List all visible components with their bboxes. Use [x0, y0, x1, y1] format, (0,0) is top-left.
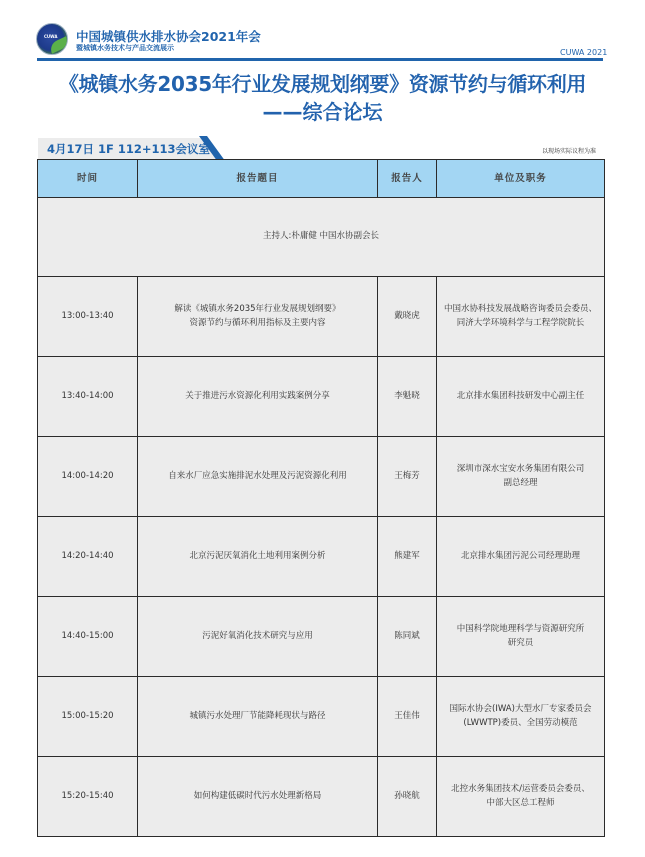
- org-line: 副总经理: [503, 477, 538, 488]
- page-subtitle: ——综合论坛: [262, 100, 383, 124]
- table-row: [38, 597, 605, 677]
- table-row: [38, 277, 605, 357]
- time-cell: 15:20-15:40: [38, 757, 138, 837]
- topic-line: 解读《城镇水务2035年行业发展规划纲要》: [174, 303, 341, 314]
- page-header: [0, 0, 645, 66]
- host-row: [38, 198, 605, 277]
- logo-text: CUWA: [44, 34, 58, 39]
- org-cell: [437, 597, 605, 677]
- column-header-topic: 报告题目: [138, 160, 378, 198]
- time-cell: 14:20-14:40: [38, 517, 138, 597]
- org-cell: [437, 517, 605, 597]
- edition-label: CUWA 2021: [560, 48, 608, 57]
- org-line: 研究员: [507, 637, 534, 648]
- page-title: 《城镇水务2035年行业发展规划纲要》资源节约与循环利用: [58, 72, 587, 96]
- table-row: [38, 357, 605, 437]
- speaker-cell: 熊建军: [378, 517, 437, 597]
- column-header-time: 时间: [38, 160, 138, 198]
- table-header-row: [38, 160, 605, 198]
- host-cell: 主持人:朴庸健 中国水协副会长: [38, 198, 605, 277]
- org-line: 中部大区总工程师: [486, 797, 555, 808]
- org-line: 北京排水集团污泥公司经理助理: [460, 550, 580, 561]
- topic-line: 北京污泥厌氧消化土地利用案例分析: [189, 550, 326, 561]
- org-title: 中国城镇供水排水协会2021年会: [76, 29, 261, 44]
- topic-line: 如何构建低碳时代污水处理新格局: [193, 790, 322, 801]
- column-header-org: 单位及职务: [437, 160, 605, 198]
- time-cell: 14:00-14:20: [38, 437, 138, 517]
- org-cell: [437, 677, 605, 757]
- speaker-cell: 孙晓航: [378, 757, 437, 837]
- org-cell: [437, 437, 605, 517]
- speaker-cell: 李魁晓: [378, 357, 437, 437]
- table-row: [38, 517, 605, 597]
- header-divider: [37, 58, 603, 61]
- table-row: [38, 437, 605, 517]
- time-cell: 14:40-15:00: [38, 597, 138, 677]
- org-line: 中国水协科技发展战略咨询委员会委员、: [443, 303, 597, 314]
- org-line: 深圳市深水宝安水务集团有限公司: [456, 463, 585, 474]
- topic-line: 污泥好氧消化技术研究与应用: [202, 630, 313, 641]
- topic-cell: [138, 277, 378, 357]
- topic-cell: [138, 437, 378, 517]
- org-line: 同济大学环境科学与工程学院院长: [456, 317, 585, 328]
- speaker-cell: 陈同斌: [378, 597, 437, 677]
- topic-cell: [138, 357, 378, 437]
- topic-line: 关于推进污水资源化利用实践案例分享: [185, 390, 330, 401]
- org-line: 国际水协会(IWA)大型水厂专家委员会: [449, 703, 592, 714]
- agenda-note: 以现场实际议程为准: [542, 148, 597, 155]
- time-cell: 15:00-15:20: [38, 677, 138, 757]
- org-cell: [437, 277, 605, 357]
- speaker-cell: 王梅芳: [378, 437, 437, 517]
- time-cell: 13:00-13:40: [38, 277, 138, 357]
- org-cell: [437, 757, 605, 837]
- agenda-table: [37, 159, 605, 837]
- topic-line: 自来水厂应急实施排泥水处理及污泥资源化利用: [168, 470, 347, 481]
- org-cell: [437, 357, 605, 437]
- org-line: 北京排水集团科技研发中心副主任: [456, 390, 585, 401]
- org-line: 中国科学院地理科学与资源研究所: [456, 623, 585, 634]
- org-line: (LWWTP)委员、全国劳动模范: [463, 717, 578, 728]
- speaker-cell: 王佳伟: [378, 677, 437, 757]
- org-line: 北控水务集团技术/运营委员会委员、: [451, 783, 590, 794]
- session-label: 4月17日 1F 112+113会议室: [47, 142, 211, 156]
- speaker-cell: 戴晓虎: [378, 277, 437, 357]
- time-cell: 13:40-14:00: [38, 357, 138, 437]
- topic-line: 资源节约与循环利用指标及主要内容: [189, 317, 326, 328]
- table-row: [38, 757, 605, 837]
- column-header-speaker: 报告人: [378, 160, 437, 198]
- topic-cell: [138, 757, 378, 837]
- table-row: [38, 677, 605, 757]
- cuwa-logo-icon: [36, 23, 68, 55]
- org-subtitle: 暨城镇水务技术与产品交流展示: [76, 44, 174, 52]
- topic-cell: [138, 597, 378, 677]
- topic-line: 城镇污水处理厂节能降耗现状与路径: [189, 710, 326, 721]
- topic-cell: [138, 517, 378, 597]
- topic-cell: [138, 677, 378, 757]
